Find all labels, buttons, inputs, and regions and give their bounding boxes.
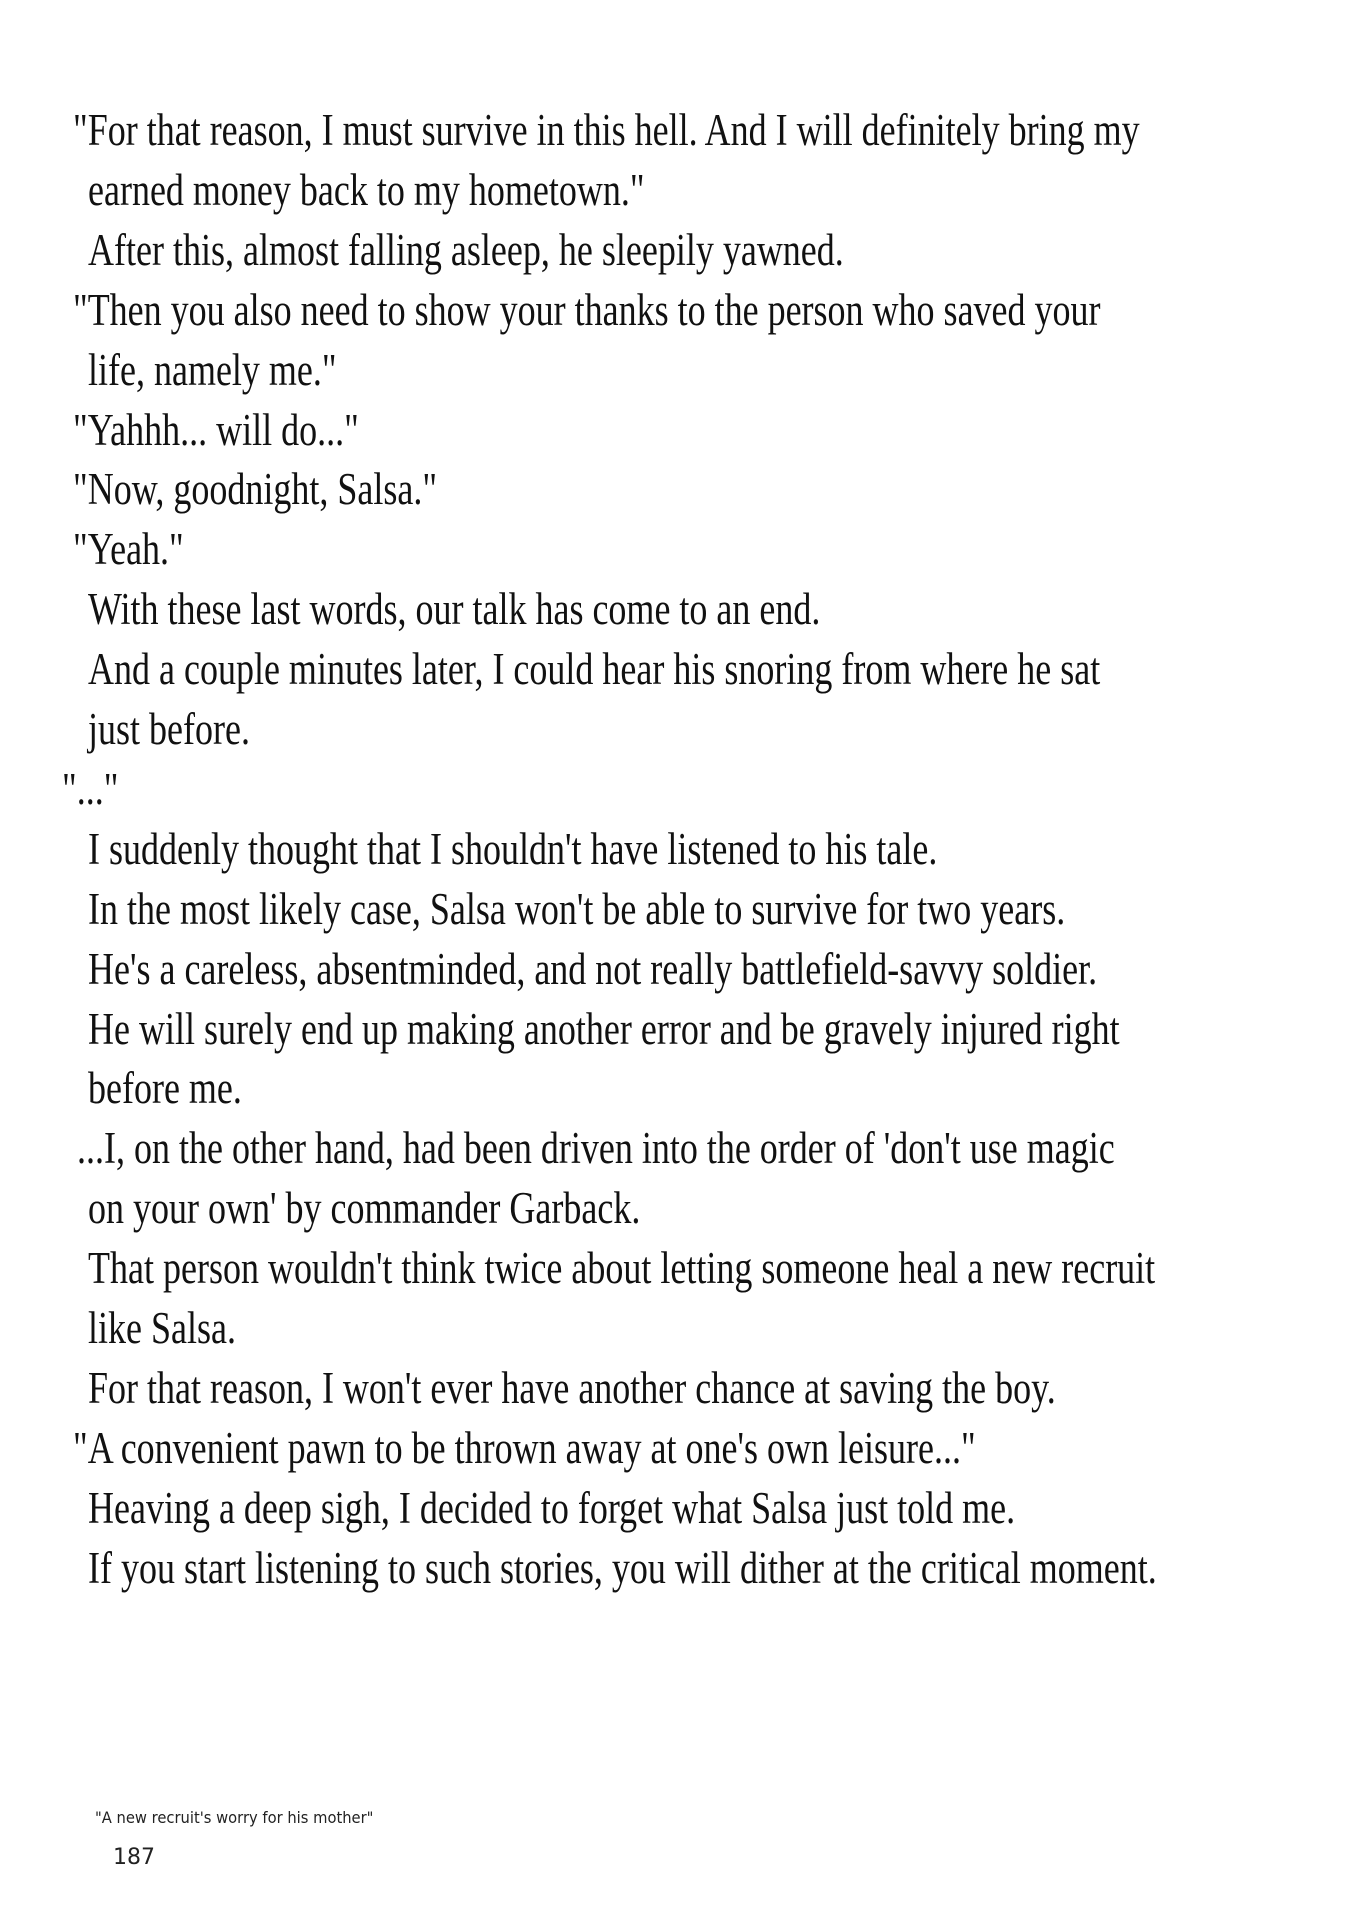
text-line: That person wouldn't think twice about letting someone heal a new recruit: [88, 1243, 1156, 1294]
text-line: If you start listening to such stories, you will dither at the critical moment.: [88, 1542, 1157, 1593]
text-line: earned money back to my hometown.": [88, 164, 645, 215]
text-line: "Now, goodnight, Salsa.": [73, 464, 438, 515]
text-line: He's a careless, absentminded, and not really battlefield-savvy soldier.: [88, 943, 1098, 994]
text-line: "Then you also need to show your thanks to the person who saved your: [73, 284, 1101, 335]
text-line: In the most likely case, Salsa won't be able to survive for two years.: [88, 883, 1066, 934]
text-line: Heaving a deep sigh, I decided to forget what Salsa just told me.: [88, 1482, 1016, 1533]
text-line: "Yahhh... will do...": [73, 404, 359, 455]
text-line: like Salsa.: [88, 1303, 236, 1353]
text-line: just before.: [88, 704, 250, 754]
text-line: I suddenly thought that I shouldn't have listened to his tale.: [88, 823, 938, 874]
text-line: After this, almost falling asleep, he sleepily yawned.: [88, 224, 844, 275]
text-line: on your own' by commander Garback.: [88, 1183, 641, 1234]
text-line: He will surely end up making another error and be gravely injured right: [88, 1003, 1120, 1054]
text-line: "...": [62, 763, 119, 814]
text-line: ...I, on the other hand, had been driven into the order of 'don't use magic: [77, 1123, 1115, 1174]
text-line: "For that reason, I must survive in this hell. And I will definitely bring my: [73, 105, 1140, 155]
text-line: before me.: [88, 1063, 242, 1114]
text-line: And a couple minutes later, I could hear his snoring from where he sat: [88, 644, 1101, 695]
text-line: "A convenient pawn to be thrown away at one's own leisure...": [73, 1422, 976, 1473]
text-line: With these last words, our talk has come to an end.: [88, 584, 821, 635]
text-line: life, namely me.": [88, 344, 337, 395]
chapter-title-footer: "A new recruit's worry for his mother": [95, 1808, 374, 1827]
page-number: 187: [113, 1845, 155, 1870]
text-line: "Yeah.": [73, 524, 184, 575]
text-line: For that reason, I won't ever have another chance at saving the boy.: [88, 1362, 1056, 1413]
